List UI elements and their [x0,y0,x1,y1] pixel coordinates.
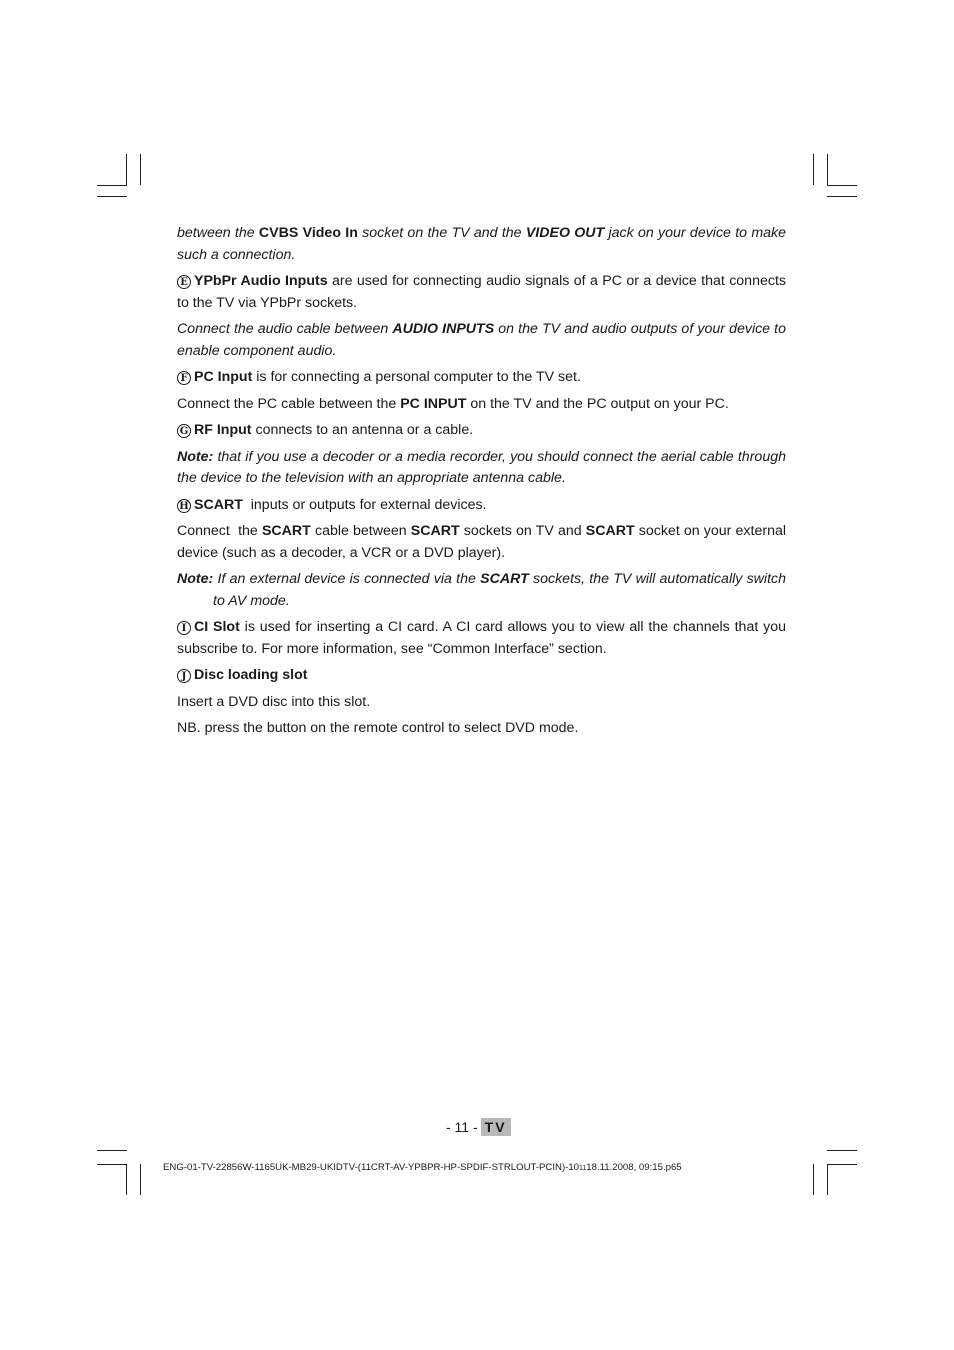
page-number: - 11 - TV [446,1118,511,1136]
paragraph-pc-input: F PC Input is for connecting a personal computer to the TV set. [177,367,786,389]
paragraph-ci-slot: I CI Slot is used for inserting a CI card. A CI card allows you to view all the channels that you subscribe to. For more information, see “Common Interface” section. [177,619,786,657]
paragraph-nb: NB. press the button on the remote control to select DVD mode. [177,720,579,736]
crop-mark [827,196,857,197]
label-i-badge: I [177,621,191,635]
label-e-badge: E [177,275,191,289]
print-footer: ENG-01-TV-22856W-1165UK-MB29-UKIDTV-(11CRT-AV-YPBPR-HP-SPDIF-STRLOUT-PCIN)-101118.11.2008, 09:15.p65 [163,1162,682,1173]
manual-body [177,223,786,745]
crop-mark [126,1164,127,1195]
crop-mark [97,196,127,197]
section-tag: TV [481,1118,511,1136]
paragraph-insert-dvd: Insert a DVD disc into this slot. [177,693,371,710]
paragraph-rf-input: G RF Input connects to an antenna or a cable. [177,420,786,442]
paragraph-scart-cable: Connect the SCART cable between SCART sockets on TV and SCART socket on your external device (such as a decoder, a VCR or a DVD player). [177,523,786,561]
crop-mark [97,1150,127,1151]
label-j-badge: J [177,669,191,683]
crop-mark [140,1164,141,1195]
crop-mark [827,1164,828,1195]
crop-mark [827,1164,857,1165]
crop-mark [813,1164,814,1195]
crop-mark [140,154,141,185]
paragraph-disc-slot: J Disc loading slot [177,665,786,687]
crop-mark [97,1164,127,1165]
crop-mark [827,185,857,186]
label-f-badge: F [177,371,191,385]
crop-mark [827,1150,857,1151]
label-h-badge: H [177,499,191,513]
crop-mark [827,154,828,185]
crop-mark [97,185,127,186]
paragraph-pc-cable: Connect the PC cable between the PC INPUT on the TV and the PC output on your PC. [177,395,729,412]
label-g-badge: G [177,424,191,438]
paragraph-ypbpr-audio: E YPbPr Audio Inputs are used for connecting audio signals of a PC or a device that connects to the TV via YPbPr sockets. [177,273,786,311]
paragraph-cvbs: between the CVBS Video In socket on the TV and the VIDEO OUT jack on your device to make such a connection. [177,225,787,263]
note-aerial: Note: that if you use a decoder or a media recorder, you should connect the aerial cable through the device to the television with an appropriate antenna cable. [177,448,786,486]
crop-mark [813,154,814,185]
paragraph-audio-cable: Connect the audio cable between AUDIO INPUTS on the TV and audio outputs of your device to enable component audio. [177,321,787,359]
crop-mark [126,154,127,185]
note-scart: Note: If an external device is connected via the SCART sockets, the TV will automatically switch to AV mode. [177,571,786,609]
paragraph-scart: H SCART inputs or outputs for external devices. [177,495,786,517]
